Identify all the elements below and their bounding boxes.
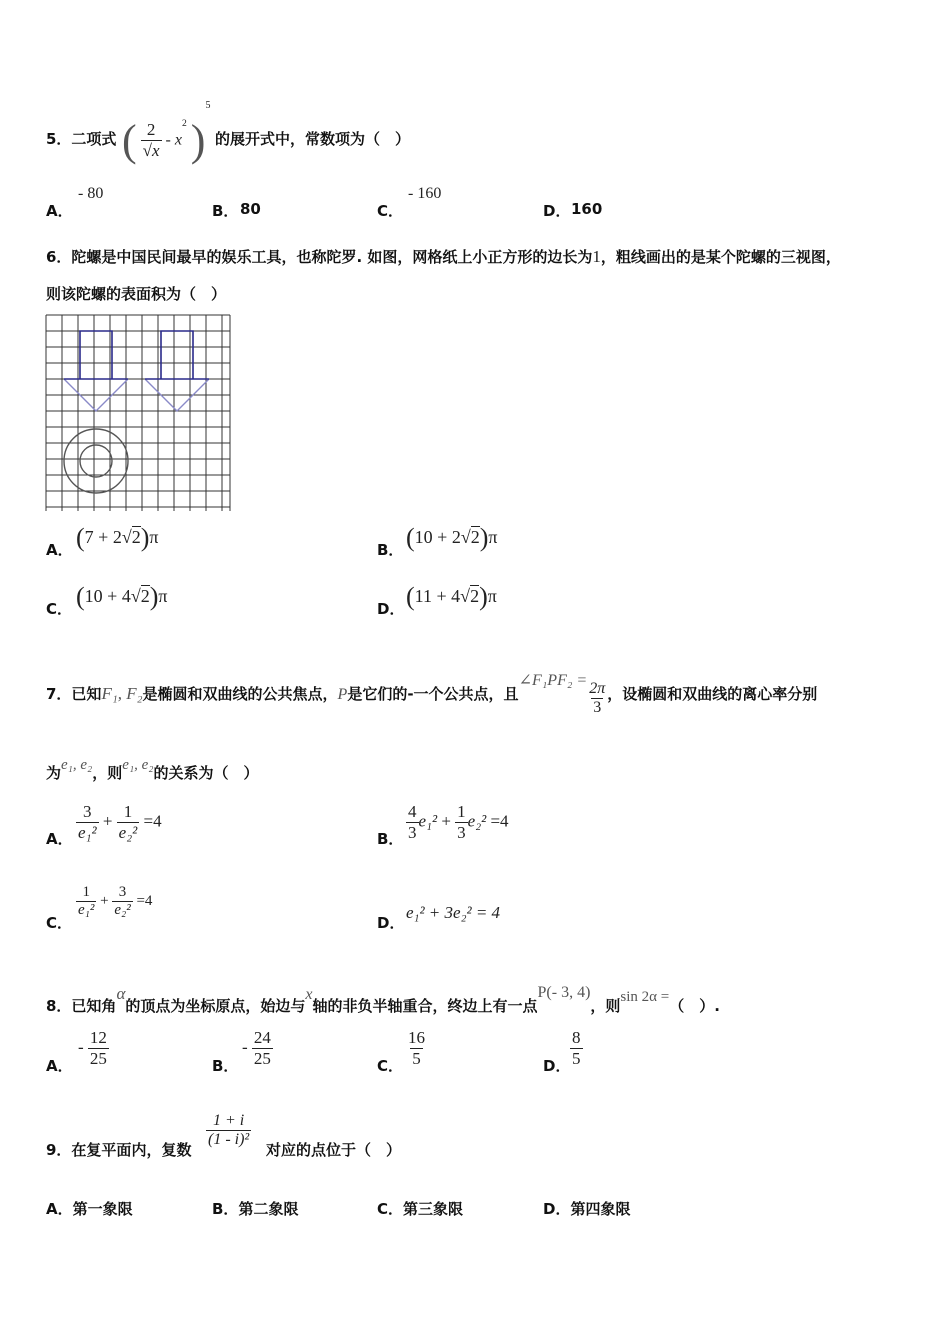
q8-option-c-value: $\frac{16}{5}$ — [408, 1028, 425, 1068]
q8-option-d-value: $\frac{8}{5}$ — [572, 1028, 581, 1068]
q6-option-d-label[interactable]: D． — [377, 600, 405, 618]
q6-option-b-value: (10 + 2√2)π — [406, 523, 498, 552]
q5-expression: ( $\frac{2}{√x}$ - $x^2$ )$^5$ — [122, 100, 211, 165]
q5-option-b-label[interactable]: B． — [212, 202, 239, 220]
q8-option-c-label[interactable]: C． — [377, 1057, 404, 1075]
q7-option-a-label[interactable]: A． — [46, 830, 73, 848]
q6-grid — [46, 315, 230, 511]
q6-option-c-label[interactable]: C． — [46, 600, 73, 618]
q5-option-c-label[interactable]: C． — [377, 202, 404, 220]
q7-option-b-label[interactable]: B． — [377, 830, 404, 848]
q6-option-a-label[interactable]: A． — [46, 541, 73, 559]
q7-line1: 7．已知F₁, F₂是椭圆和双曲线的公共焦点，P是它们的-一个公共点，且∠F₁PF₂ = $\frac{2\pi}{3}$ ，设椭圆和双曲线的离心率分别 — [46, 672, 818, 716]
q6-side-view — [145, 331, 209, 411]
q6-line2: 则该陀螺的表面积为（ ） — [46, 285, 227, 303]
q7-option-a-value: $\frac{3}{\text{e₁²}}$ + $\frac{1}{\text{e₂²}}$ =4 — [78, 802, 162, 842]
q8-option-b-label[interactable]: B． — [212, 1057, 239, 1075]
q8-stem: 8．已知角α的顶点为坐标原点，始边与x轴的非负半轴重合，终边上有一点P(- 3, 4)，则sin 2α =（ ）. — [46, 984, 720, 1015]
q6-line1: 6．陀螺是中国民间最早的娱乐工具，也称陀罗. 如图，网格纸上小正方形的边长为1，粗线画出的是某个陀螺的三视图， — [46, 247, 841, 266]
q5-num: 2 — [146, 119, 156, 139]
q9-fraction: $\frac{1 + i}{\text{(1 - i)²}}$ — [208, 1112, 250, 1148]
q9-option-d[interactable]: D．第四象限 — [543, 1200, 631, 1218]
q8-option-b-value: - $\frac{24}{25}$ — [242, 1028, 271, 1068]
q5-option-d-value: 160 — [571, 200, 603, 218]
q5-prefix: 5．二项式 — [46, 130, 117, 148]
q6-front-view — [64, 331, 128, 411]
q8-option-a-value: - $\frac{12}{25}$ — [78, 1028, 107, 1068]
q5-option-b-value: 80 — [240, 200, 261, 218]
q7-option-c-label[interactable]: C． — [46, 914, 73, 932]
q9-suffix: 对应的点位于（ ） — [266, 1141, 402, 1159]
q6-top-view — [64, 429, 128, 493]
q6-three-view-figure — [44, 313, 232, 513]
q7-option-d-label[interactable]: D． — [377, 914, 405, 932]
q8-option-d-label[interactable]: D． — [543, 1057, 571, 1075]
q6-option-a-value: (7 + 2√2)π — [76, 523, 159, 552]
q7-option-c-value: $\frac{1}{\text{e₁²}}$ + $\frac{3}{\text{e₂²}}$ =4 — [78, 884, 153, 918]
q9-prefix: 9．在复平面内，复数 — [46, 1141, 192, 1159]
q6-option-c-value: (10 + 4√2)π — [76, 582, 168, 611]
q7-line2: 为e₁, e₂，则e₁, e₂的关系为（ ） — [46, 757, 259, 782]
q6-option-b-label[interactable]: B． — [377, 541, 404, 559]
q7-option-d-value: e₁² + 3e₂² = 4 — [406, 903, 501, 922]
q7-option-b-value: $\frac{4}{3}$ e₁² + $\frac{1}{3}$ e₂² =4 — [408, 802, 509, 842]
q5-option-a-value: - 80 — [78, 185, 104, 202]
q9-option-b[interactable]: B．第二象限 — [212, 1200, 299, 1218]
q9-option-c[interactable]: C．第三象限 — [377, 1200, 464, 1218]
q9-option-a[interactable]: A．第一象限 — [46, 1200, 133, 1218]
q6-option-d-value: (11 + 4√2)π — [406, 582, 497, 611]
q5-option-d-label[interactable]: D． — [543, 202, 571, 220]
q5-option-a-label[interactable]: A． — [46, 202, 73, 220]
q5-option-c-value: - 160 — [408, 185, 442, 202]
q8-option-a-label[interactable]: A． — [46, 1057, 73, 1075]
q5-suffix: 的展开式中，常数项为（ ） — [215, 130, 411, 148]
